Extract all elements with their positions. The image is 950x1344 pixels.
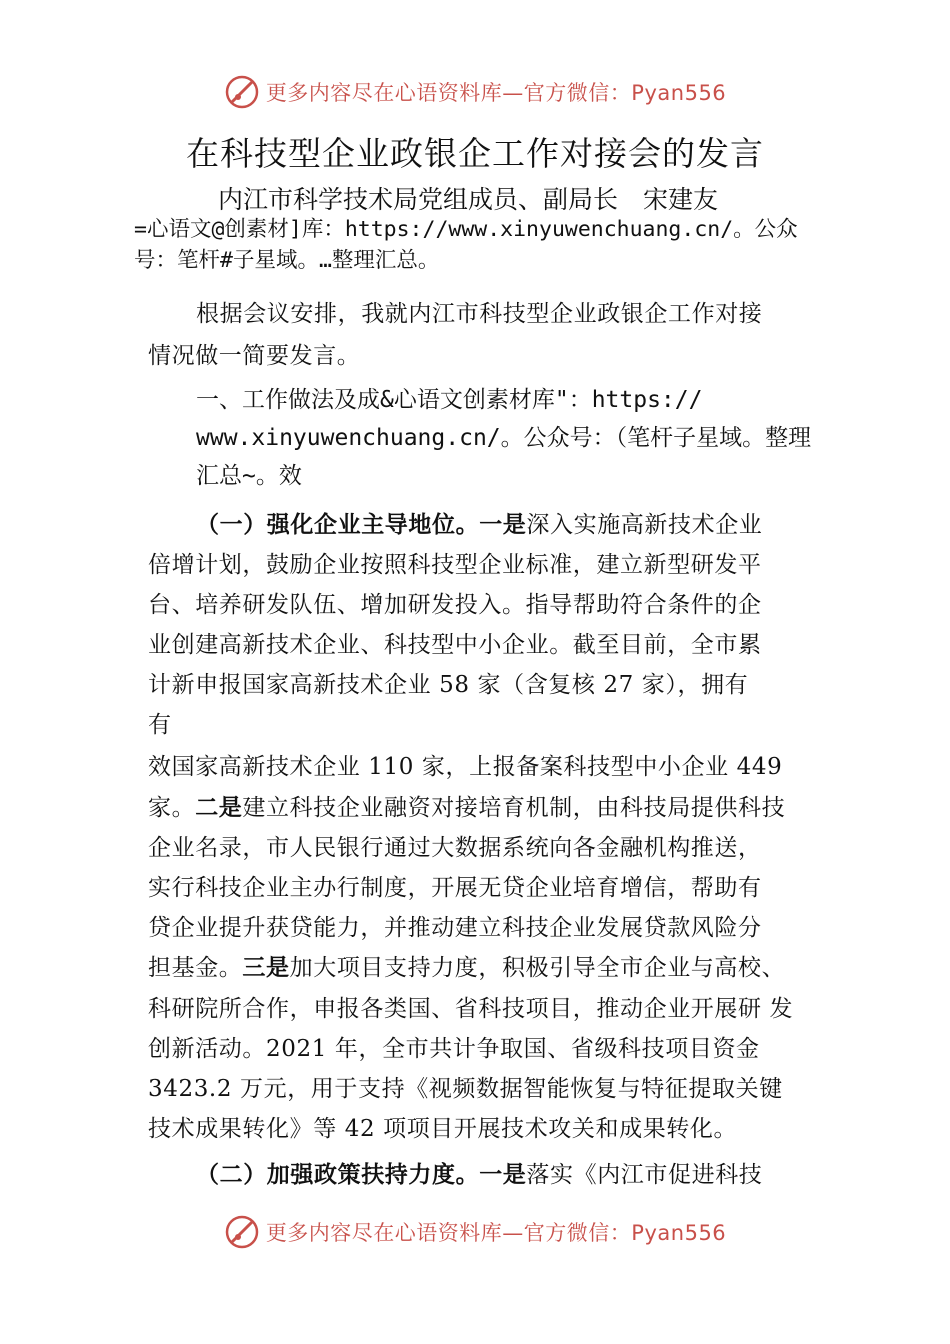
intro-line: 根据会议安排，我就内江市科技型企业政银企工作对接 [196, 301, 763, 327]
section-heading-line: 汇总~。效 [196, 463, 302, 489]
banner-text: 更多内容尽在心语资料库—官方微信：Pyan556 [265, 1221, 727, 1245]
paragraph-line [196, 506, 762, 539]
meta-line: 号：笔杆#子星域。…整理汇总。 [134, 248, 440, 273]
document-title: 在科技型企业政银企工作对接会的发言 [186, 134, 764, 173]
banner-text: 更多内容尽在心语资料库—官方微信：Pyan556 [265, 81, 727, 105]
intro-line: 情况做一简要发言。 [148, 343, 361, 369]
paragraph-line [196, 1156, 762, 1189]
paragraph-text: 建立科技企业融资对接培育机制，由科技局提供科技 [242, 795, 786, 821]
subsection-heading: （二）加强政策扶持力度。 [196, 1162, 480, 1188]
paragraph-line: 计新申报国家高新技术企业 58 家（含复核 27 家），拥有 [148, 672, 749, 698]
document-subtitle: 内江市科学技术局党组成员、副局长 宋建友 [218, 185, 719, 214]
quill-logo-icon [224, 74, 260, 110]
section-heading-line: www.xinyuwenchuang.cn/。公众号：（笔杆子星域。整理 [196, 425, 812, 451]
paragraph-line: 倍增计划，鼓励企业按照科技型企业标准，建立新型研发平 [148, 552, 762, 578]
paragraph-line: 技术成果转化》等 42 项项目开展技术攻关和成果转化。 [148, 1116, 738, 1142]
paragraph-text: 家。 [148, 795, 196, 821]
paragraph-line: 贷企业提升获贷能力，并推动建立科技企业发展贷款风险分 [148, 915, 762, 941]
paragraph-line: 有 [148, 712, 172, 738]
paragraph-line: 3423.2 万元，用于支持《视频数据智能恢复与特征提取关键 [148, 1076, 783, 1102]
paragraph-text: 深入实施高新技术企业 [526, 512, 763, 538]
paragraph-line: 实行科技企业主办行制度，开展无贷企业培育增信，帮助有 [148, 875, 762, 901]
lead-phrase: 三是 [242, 955, 290, 981]
paragraph-line: 业创建高新技术企业、科技型中小企业。截至目前，全市累 [148, 632, 762, 658]
paragraph-line: 效国家高新技术企业 110 家，上报备案科技型中小企业 449 [148, 754, 783, 780]
paragraph-line: 创新活动。2021 年，全市共计争取国、省级科技项目资金 [148, 1036, 760, 1062]
paragraph-text: 加大项目支持力度，积极引导全市企业与高校、 [289, 955, 786, 981]
paragraph-line [148, 949, 785, 982]
paragraph-line: 科研院所合作，申报各类国、省科技项目，推动企业开展研 发 [148, 996, 794, 1022]
header-banner [0, 70, 950, 114]
meta-line: =心语文@创素材]库：https://www.xinyuwenchuang.cn/。公众 [134, 217, 798, 242]
lead-phrase: 二是 [195, 795, 243, 821]
footer-banner [0, 1210, 950, 1254]
lead-phrase: 一是 [479, 512, 527, 538]
paragraph-text: 落实《内江市促进科技 [526, 1162, 763, 1188]
paragraph-line: 台、培养研发队伍、增加研发投入。指导帮助符合条件的企 [148, 592, 762, 618]
paragraph-line [148, 789, 785, 822]
paragraph-line: 企业名录，市人民银行通过大数据系统向各金融机构推送， [148, 835, 762, 861]
lead-phrase: 一是 [479, 1162, 527, 1188]
section-heading-line: 一、工作做法及成&心语文创素材库"：https:// [196, 387, 703, 413]
paragraph-text: 担基金。 [148, 955, 243, 981]
subsection-heading: （一）强化企业主导地位。 [196, 512, 480, 538]
quill-logo-icon [224, 1214, 260, 1250]
